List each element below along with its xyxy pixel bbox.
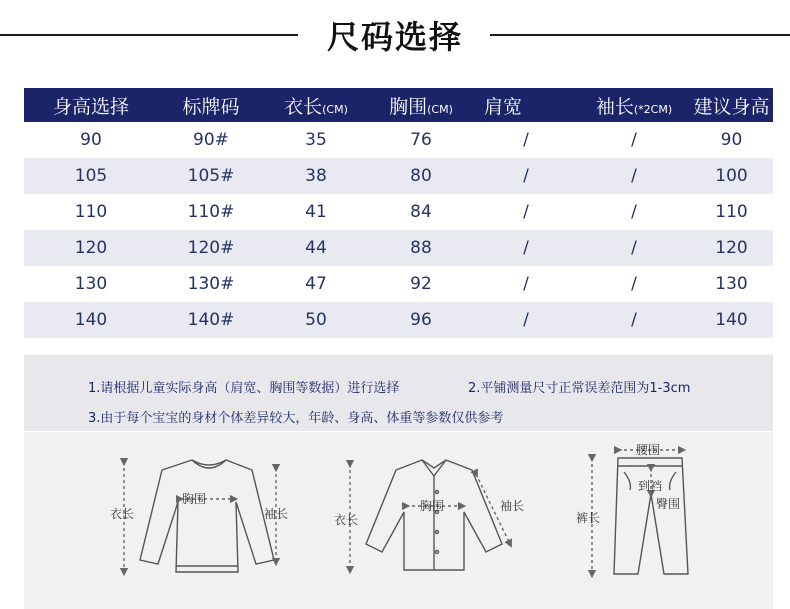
table-cell: 110 xyxy=(24,194,158,230)
sweater-diagram xyxy=(124,460,276,572)
table-cell: 92 xyxy=(368,266,474,302)
table-cell: 90# xyxy=(158,122,264,158)
pants-hip-label: 臀围 xyxy=(656,497,681,511)
note-2: 2.平铺测量尺寸正常误差范围为1-3cm xyxy=(468,381,691,396)
table-cell: 120 xyxy=(690,230,773,266)
table-cell: 41 xyxy=(264,194,368,230)
table-cell: 80 xyxy=(368,158,474,194)
pants-rise-label: 到裆 xyxy=(638,479,663,493)
title-row xyxy=(0,0,790,72)
header-chest: 胸围(CM) xyxy=(368,88,474,122)
table-header-row xyxy=(24,88,773,122)
header-sleeve: 袖长(*2CM) xyxy=(578,88,690,122)
table-cell: 130# xyxy=(158,266,264,302)
table-row xyxy=(24,158,773,194)
table-cell: / xyxy=(474,122,578,158)
size-table xyxy=(24,88,773,338)
table-cell: 90 xyxy=(690,122,773,158)
table-cell: 140 xyxy=(690,302,773,338)
table-cell: 90 xyxy=(24,122,158,158)
table-row xyxy=(24,122,773,158)
note-1: 1.请根据儿童实际身高（肩宽、胸围等数据）进行选择 xyxy=(88,381,400,396)
table-cell: 120# xyxy=(158,230,264,266)
table-cell: 47 xyxy=(264,266,368,302)
note-3: 3.由于每个宝宝的身材个体差异较大，年龄、身高、体重等参数仅供参考 xyxy=(88,411,504,426)
table-cell: / xyxy=(474,302,578,338)
sweater-sleeve-label: 袖长 xyxy=(264,507,289,521)
table-cell: 44 xyxy=(264,230,368,266)
pants-diagram xyxy=(592,450,688,574)
table-cell: 110 xyxy=(690,194,773,230)
measurement-illustrations xyxy=(24,432,773,609)
table-cell: / xyxy=(474,230,578,266)
header-height-choice: 身高选择 xyxy=(24,88,158,122)
table-cell: 84 xyxy=(368,194,474,230)
shirt-chest-label: 胸围 xyxy=(420,499,445,513)
table-cell: / xyxy=(578,230,690,266)
pants-waist-label: 腰围 xyxy=(636,443,661,457)
table-cell: 110# xyxy=(158,194,264,230)
table-row xyxy=(24,230,773,266)
table-cell: 105# xyxy=(158,158,264,194)
table-row xyxy=(24,302,773,338)
header-tag-size: 标牌码 xyxy=(158,88,264,122)
table-cell: 120 xyxy=(24,230,158,266)
table-cell: / xyxy=(474,194,578,230)
table-cell: 130 xyxy=(690,266,773,302)
table-cell: 140# xyxy=(158,302,264,338)
table-cell: 140 xyxy=(24,302,158,338)
title-divider-right xyxy=(490,34,790,36)
title-divider-left xyxy=(0,34,298,36)
table-row xyxy=(24,194,773,230)
shirt-length-label: 衣长 xyxy=(334,513,359,527)
table-row xyxy=(24,266,773,302)
table-cell: 38 xyxy=(264,158,368,194)
pants-length-label: 裤长 xyxy=(576,511,601,525)
sweater-outline xyxy=(140,460,274,572)
header-shoulder: 肩宽 xyxy=(474,88,578,122)
table-cell: / xyxy=(578,302,690,338)
table-cell: / xyxy=(474,158,578,194)
notes-panel xyxy=(24,355,773,431)
page-title: 尺码选择 xyxy=(326,18,463,56)
table-cell: 88 xyxy=(368,230,474,266)
table-cell: 130 xyxy=(24,266,158,302)
table-cell: 76 xyxy=(368,122,474,158)
sweater-length-label: 衣长 xyxy=(110,507,135,521)
table-cell: 100 xyxy=(690,158,773,194)
header-length: 衣长(CM) xyxy=(264,88,368,122)
table-cell: / xyxy=(578,266,690,302)
table-cell: 105 xyxy=(24,158,158,194)
shirt-diagram xyxy=(350,460,510,570)
table-cell: / xyxy=(578,158,690,194)
table-cell: / xyxy=(578,194,690,230)
table-cell: / xyxy=(474,266,578,302)
table-cell: 35 xyxy=(264,122,368,158)
measurement-diagrams xyxy=(24,432,773,609)
shirt-sleeve-label: 袖长 xyxy=(500,499,525,513)
header-recommended-height: 建议身高 xyxy=(690,88,773,122)
sweater-chest-label: 胸围 xyxy=(182,492,207,506)
table-cell: 96 xyxy=(368,302,474,338)
table-cell: / xyxy=(578,122,690,158)
table-cell: 50 xyxy=(264,302,368,338)
